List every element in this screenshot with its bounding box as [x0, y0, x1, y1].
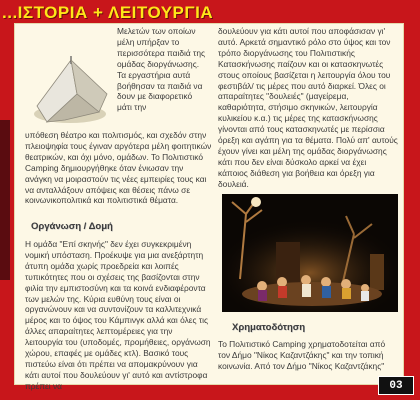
left-column	[25, 24, 212, 391]
intro-beside-photo: Μελετών των οποίων μέλη υπήρξαν το περισσότερα παιδιά της ομάδας διοργάνωσης. Τα εργαστήρια αυτά βοήθησαν τα παιδιά να δουν με διαφορετικό μάτι την	[117, 26, 206, 113]
right-column	[218, 24, 398, 384]
funding-paragraph: Το Πολιτιστικό Camping χρηματοδοτείται από τον Δήμο "Νίκος Καζαντζάκης" και την τοπική κοινωνία. Από τον Δήμο "Νίκος Καζαντζάκης"	[218, 339, 386, 371]
section-heading-funding: Χρηματοδότηση	[232, 322, 306, 333]
organisation-paragraph: Η ομάδα "Επί σκηνής" δεν έχει συγκεκριμένη νομική υπόσταση. Προέκυψε για μια ανεξάρτητη άτυπη ομάδα χωρίς προεδρεία και λοιπές τυπικότητες που οι σχέσεις της βασίζονται στην φιλία την εμπιστοσύνη και τα κοινά ενδιαφέροντα των μελών της. Κύρια ευθύνη τους είναι οι οργανώνουν και να συντονίζουν τα καλλιτεχνικά μέρος και το όψος του Κάμπινγκ αλλά και όλες τις άλλες απαραίτητες λεπτομέρειες για την λειτουργία του (υποδομές, προμήθειες, οργάνωση χώρου, επαφές με ομάδες κτλ). Βασικό τους πιστεύω είναι ότι πρέπει να απομακρύνουν για κάτι αυτοί που δουλεύουν γι' αυτό και αντίστροφα πρέπει να	[25, 239, 211, 391]
section-heading-organisation: Οργάνωση / Δομή	[31, 221, 113, 232]
volunteers-paragraph: δουλεύουν για κάτι αυτοί που αποφάσισαν γι' αυτό. Αρκετά σημαντικό ρόλο στο ύψος και τον τρόπο διοργάνωσης του Πολιτιστικής Κατασκήνωσης παίζουν και οι κατασκηνωτές στους οποίους βασίζεται η λειτουργία όλου του φεστιβάλ/ τις μέρες που αυτό διαρκεί. Όλες οι απαραίτητες "δουλειές" (μαγείρεμα, καθαριότητα, στήσιμο σκηνικών, λειτουργία κυλικείου κ.α.) τις μέρες της κατασκήνωσης γίνονται από τους κατασκηνωτές με περίσσια όρεξη και αγάπη για τα θέματα. Πολύ απ' αυτούς έχουν γίνει και μέλη της ομάδας διοργάνωσης κάτι που δεν είναι δύσκολο αρκεί να έχει κάποιος διάθεση για βοήθεια και όρεξη για δουλειά.	[218, 26, 398, 189]
page-title: ...ΙΣΤΟΡΙΑ + ΛΕΙΤΟΥΡΓΙΑ	[2, 3, 214, 22]
page-number: 03	[378, 376, 414, 395]
left-border-strip	[0, 120, 10, 280]
stage-photo	[222, 194, 398, 312]
tent-photo	[25, 42, 111, 136]
intro-paragraph: υπόθεση θέατρο και πολιτισμός, και σχεδόν στην πλειοψηφία τους έγιναν αργότερα μέλη φοιτητικών θεατρικών, και όχι μόνο, ομάδων. Το Πολιτιστικό Camping δημιουργήθηκε όταν ένιωσαν την ανάγκη να μοιραστούν τις νέες εμπειρίες τους και να ανταλλάξουν απόψεις και θέσεις πάνω σε κοινωνικοπολιτικά και πολιτιστικά θέματα.	[25, 130, 212, 206]
